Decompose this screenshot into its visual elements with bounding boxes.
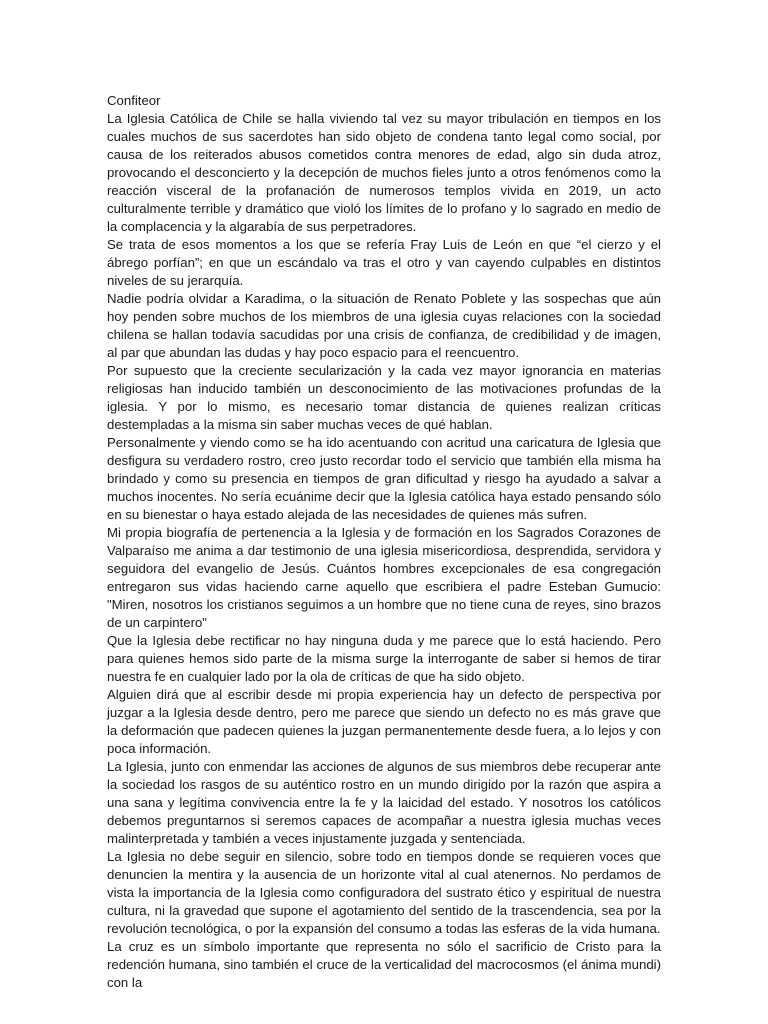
paragraph-5: Personalmente y viendo como se ha ido acentuando con acritud una caricatura de Iglesia que desfigura su verdadero rostro, creo justo recordar todo el servicio que también ella misma ha brindado y como su presencia en tiempos de gran dificultad y riesgo ha ayudado a salvar a muchos inocentes. No sería ecuánime decir que la Iglesia católica haya estado pensando sólo en su bienestar o haya estado alejada de las necesidades de quienes más sufren.	[107, 435, 661, 522]
paragraph-11: La cruz es un símbolo importante que representa no sólo el sacrificio de Cristo para la redención humana, sino también el cruce de la verticalidad del macrocosmos (el ánima mundi) con la	[107, 939, 661, 990]
paragraph-10: La Iglesia no debe seguir en silencio, sobre todo en tiempos donde se requieren voces que denuncien la mentira y la ausencia de un horizonte vital al cual atenernos. No perdamos de vista la importancia de la Iglesia como configuradora del sustrato ético y espiritual de nuestra cultura, ni la gravedad que supone el agotamiento del sentido de la trascendencia, sea por la revolución tecnológica, o por la expansión del consumo a todas las esferas de la vida humana.	[107, 849, 661, 936]
paragraph-6: Mi propia biografía de pertenencia a la Iglesia y de formación en los Sagrados Corazones de Valparaíso me anima a dar testimonio de una iglesia misericordiosa, desprendida, servidora y seguidora del evangelio de Jesús. Cuántos hombres excepcionales de esa congregación entregaron sus vidas haciendo carne aquello que escribiera el padre Esteban Gumucio: "Miren, nosotros los cristianos seguimos a un hombre que no tiene cuna de reyes, sino brazos de un carpintero"	[107, 525, 661, 630]
paragraph-4: Por supuesto que la creciente secularización y la cada vez mayor ignorancia en materias religiosas han inducido también un desconocimiento de las motivaciones profundas de la iglesia. Y por lo mismo, es necesario tomar distancia de quienes realizan críticas destempladas a la misma sin saber muchas veces de qué hablan.	[107, 363, 661, 432]
paragraph-9: La Iglesia, junto con enmendar las acciones de algunos de sus miembros debe recuperar ante la sociedad los rasgos de su auténtico rostro en un mundo dirigido por la razón que aspira a una sana y legítima convivencia entre la fe y la laicidad del estado. Y nosotros los católicos debemos preguntarnos si seremos capaces de acompañar a nuestra iglesia muchas veces malinterpretada y también a veces injustamente juzgada y sentenciada.	[107, 759, 661, 846]
paragraph-2: Se trata de esos momentos a los que se refería Fray Luis de León en que “el cierzo y el ábrego porfían”; en que un escándalo va tras el otro y van cayendo culpables en distintos niveles de su jerarquía.	[107, 237, 661, 288]
paragraph-8: Alguien dirá que al escribir desde mi propia experiencia hay un defecto de perspectiva por juzgar a la Iglesia desde dentro, pero me parece que siendo un defecto no es más grave que la deformación que padecen quienes la juzgan permanentemente desde fuera, a lo lejos y con poca información.	[107, 687, 661, 756]
paragraph-1: La Iglesia Católica de Chile se halla viviendo tal vez su mayor tribulación en tiempos en los cuales muchos de sus sacerdotes han sido objeto de condena tanto legal como social, por causa de los reiterados abusos cometidos contra menores de edad, algo sin duda atroz, provocando el desconcierto y la decepción de muchos fieles junto a otros fenómenos como la reacción visceral de la profanación de numerosos templos vivida en 2019, un acto culturalmente terrible y dramático que violó los límites de lo profano y lo sagrado en medio de la complacencia y la algarabía de sus perpetradores.	[107, 111, 661, 234]
document-title: Confiteor	[107, 93, 161, 108]
paragraph-3: Nadie podría olvidar a Karadima, o la situación de Renato Poblete y las sospechas que aún hoy penden sobre muchos de los miembros de una iglesia cuyas relaciones con la sociedad chilena se hallan todavía sacudidas por una crisis de confianza, de credibilidad y de imagen, al par que abundan las dudas y hay poco espacio para el reencuentro.	[107, 291, 661, 360]
paragraph-7: Que la Iglesia debe rectificar no hay ninguna duda y me parece que lo está haciendo. Pero para quienes hemos sido parte de la misma surge la interrogante de saber si hemos de tirar nuestra fe en cualquier lado por la ola de críticas de que ha sido objeto.	[107, 633, 661, 684]
document-page	[107, 92, 661, 992]
